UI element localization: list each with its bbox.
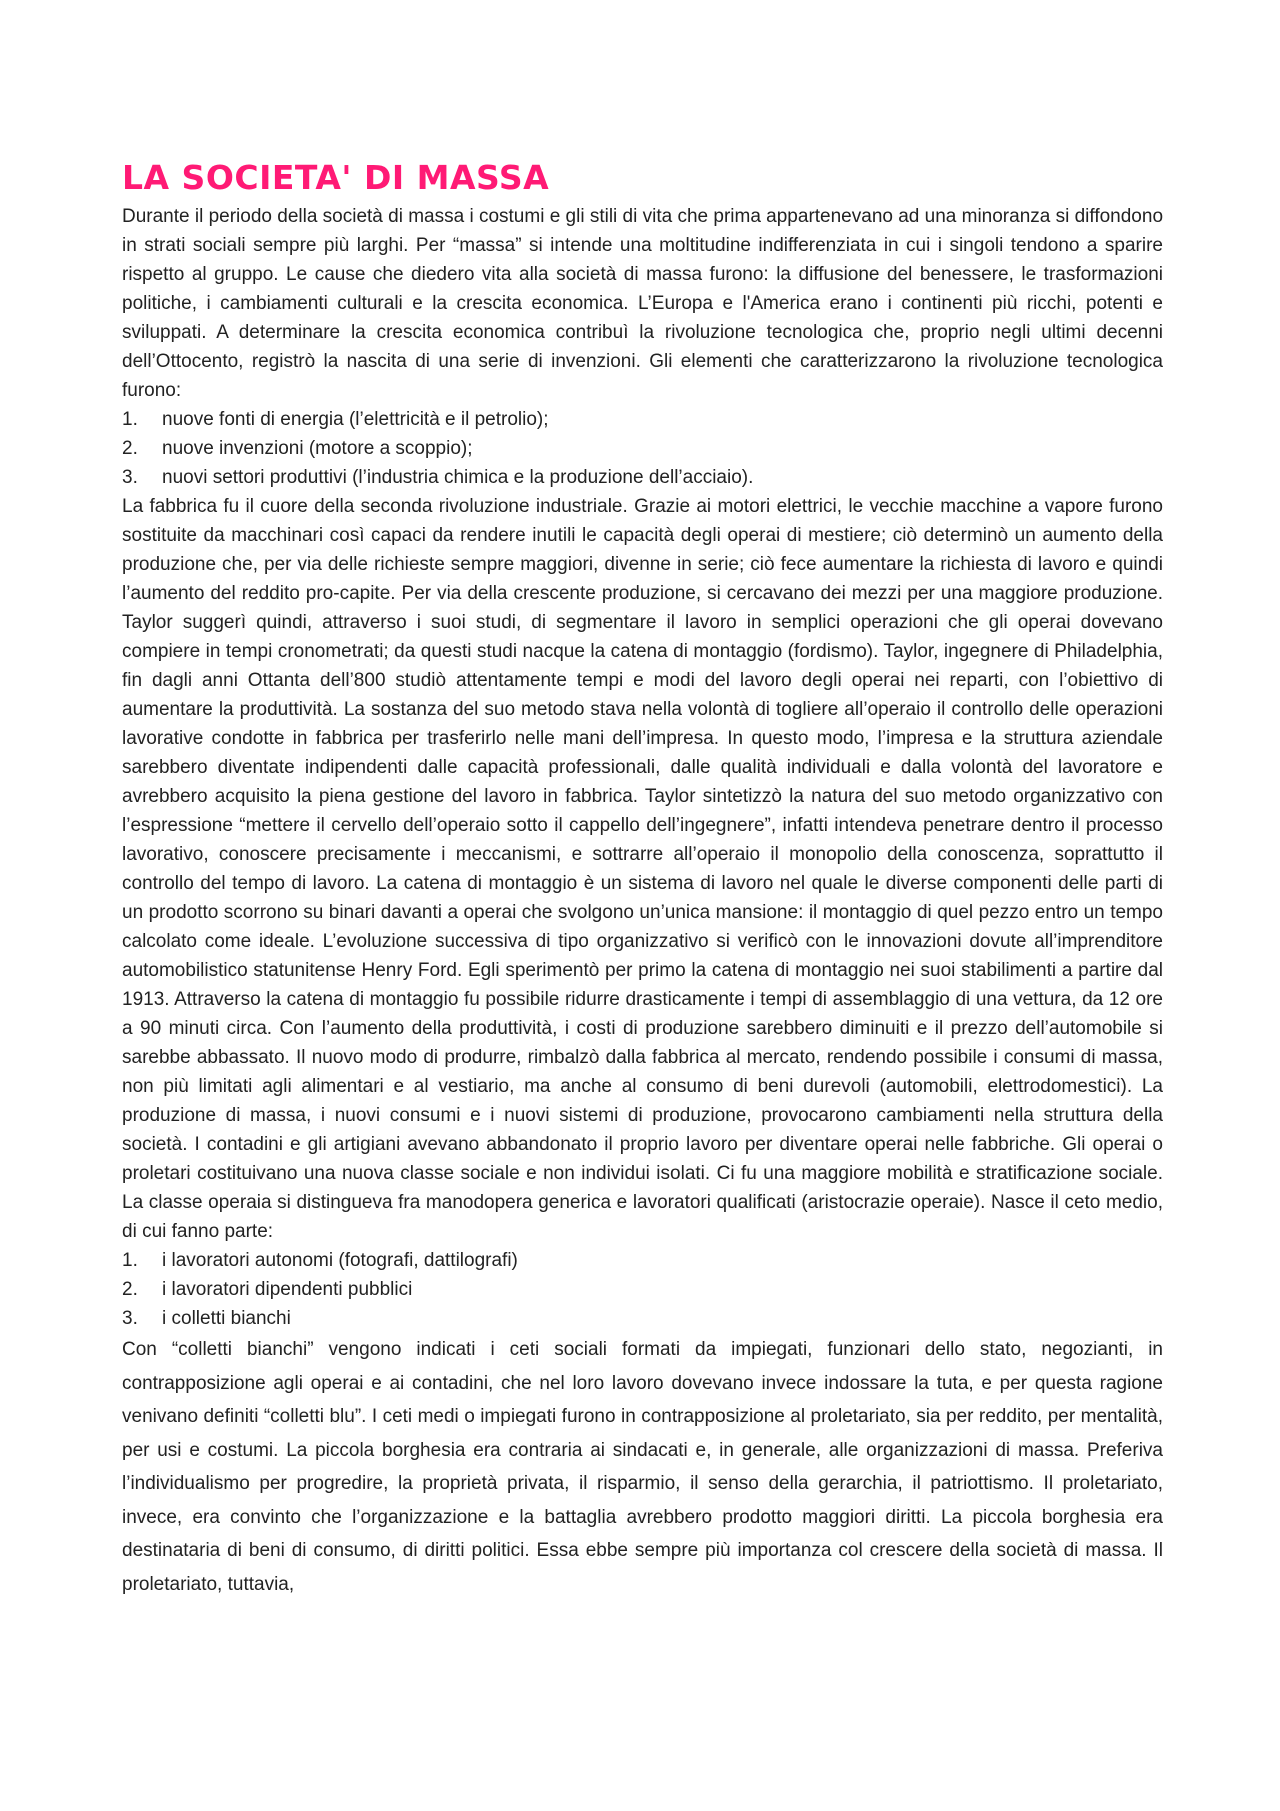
page-title: LA SOCIETA' DI MASSA	[122, 158, 550, 197]
list-item-number: 2.	[122, 438, 138, 459]
list-item	[122, 405, 1163, 434]
intro-paragraph: Durante il periodo della società di massa i costumi e gli stili di vita che prima appartenevano ad una minoranza si diffondono in strati sociali sempre più larghi. Per “massa” si intende una moltitudine indifferenziata in cui i singoli tendono a sparire rispetto al gruppo. Le cause che diedero vita alla società di massa furono: la diffusione del benessere, le trasformazioni politiche, i cambiamenti culturali e la crescita economica. L’Europa e l'America erano i continenti più ricchi, potenti e sviluppati. A determinare la crescita economica contribuì la rivoluzione tecnologica che, proprio negli ultimi decenni dell’Ottocento, registrò la nascita di una serie di invenzioni. Gli elementi che caratterizzarono la rivoluzione tecnologica furono:	[122, 206, 1164, 401]
list-item-text: nuove invenzioni (motore a scoppio);	[162, 438, 473, 459]
middle-class-list	[122, 1246, 1163, 1333]
list-item-text: nuovi settori produttivi (l’industria chimica e la produzione dell’acciaio).	[162, 467, 754, 488]
list-item-number: 3.	[122, 1308, 138, 1329]
document-page	[122, 158, 1163, 1601]
list-item-text: i lavoratori autonomi (fotografi, dattilografi)	[162, 1250, 518, 1271]
list-item-text: nuove fonti di energia (l’elettricità e il petrolio);	[162, 409, 549, 430]
list-item-text: i colletti bianchi	[162, 1308, 291, 1329]
innovations-list	[122, 405, 1163, 492]
list-item-number: 1.	[122, 1250, 138, 1271]
list-item	[122, 1275, 1163, 1304]
factory-paragraph: La fabbrica fu il cuore della seconda rivoluzione industriale. Grazie ai motori elettrici, le vecchie macchine a vapore furono sostituite da macchinari così capaci da rendere inutili le capacità degli operai di mestiere; ciò determinò un aumento della produzione che, per via delle richieste sempre maggiori, divenne in serie; ciò fece aumentare la richiesta di lavoro e quindi l’aumento del reddito pro-capite. Per via della crescente produzione, si cercavano dei mezzi per una maggiore produzione. Taylor suggerì quindi, attraverso i suoi studi, di segmentare il lavoro in semplici operazioni che gli operai dovevano compiere in tempi cronometrati; da questi studi nacque la catena di montaggio (fordismo). Taylor, ingegnere di Philadelphia, fin dagli anni Ottanta dell’800 studiò attentamente tempi e modi del lavoro degli operai nei reparti, con l’obiettivo di aumentare la produttività. La sostanza del suo metodo stava nella volontà di togliere all’operaio il controllo delle operazioni lavorative condotte in fabbrica per trasferirlo nelle mani dell’impresa. In questo modo, l’impresa e la struttura aziendale sarebbero diventate indipendenti dalle capacità professionali, dalle qualità individuali e dalla volontà del lavoratore e avrebbero acquisito la piena gestione del lavoro in fabbrica. Taylor sintetizzò la natura del suo metodo organizzativo con l’espressione “mettere il cervello dell’operaio sotto il cappello dell’ingegnere”, infatti intendeva penetrare dentro il processo lavorativo, conoscere precisamente i meccanismi, e sottrarre all’operaio il monopolio della conoscenza, soprattutto il controllo del tempo di lavoro. La catena di montaggio è un sistema di lavoro nel quale le diverse componenti delle parti di un prodotto scorrono su binari davanti a operai che svolgono un’unica mansione: il montaggio di quel pezzo entro un tempo calcolato come ideale. L’evoluzione successiva di tipo organizzativo si verificò con le innovazioni dovute all’imprenditore automobilistico statunitense Henry Ford. Egli sperimentò per primo la catena di montaggio nei suoi stabilimenti a partire dal 1913. Attraverso la catena di montaggio fu possibile ridurre drasticamente i tempi di assemblaggio di una vettura, da 12 ore a 90 minuti circa. Con l’aumento della produttività, i costi di produzione sarebbero diminuiti e il prezzo dell’automobile si sarebbe abbassato. Il nuovo modo di produrre, rimbalzò dalla fabbrica al mercato, rendendo possibile i consumi di massa, non più limitati agli alimentari e al vestiario, ma anche al consumo di beni durevoli (automobili, elettrodomestici). La produzione di massa, i nuovi consumi e i nuovi sistemi di produzione, provocarono cambiamenti nella struttura della società. I contadini e gli artigiani avevano abbandonato il proprio lavoro per diventare operai nelle fabbriche. Gli operai o proletari costituivano una nuova classe sociale e non individui isolati. Ci fu una maggiore mobilità e stratificazione sociale. La classe operaia si distingueva fra manodopera generica e lavoratori qualificati (aristocrazie operaie). Nasce il ceto medio, di cui fanno parte:	[122, 496, 1163, 1242]
list-item-number: 3.	[122, 467, 138, 488]
list-item-text: i lavoratori dipendenti pubblici	[162, 1279, 413, 1300]
list-item	[122, 1246, 1163, 1275]
list-item-number: 2.	[122, 1279, 138, 1300]
white-collars-paragraph: Con “colletti bianchi” vengono indicati i ceti sociali formati da impiegati, funzionari dello stato, negozianti, in contrapposizione agli operai e ai contadini, che nel loro lavoro dovevano invece indossare la tuta, e per questa ragione venivano definiti “colletti blu”. I ceti medi o impiegati furono in contrapposizione al proletariato, sia per reddito, per mentalità, per usi e costumi. La piccola borghesia era contraria ai sindacati e, in generale, alle organizzazioni di massa. Preferiva l’individualismo per progredire, la proprietà privata, il risparmio, il senso della gerarchia, il patriottismo. Il proletariato, invece, era convinto che l’organizzazione e la battaglia avrebbero prodotto maggiori diritti. La piccola borghesia era destinataria di beni di consumo, di diritti politici. Essa ebbe sempre più importanza col crescere della società di massa. Il proletariato, tuttavia,	[122, 1339, 1163, 1595]
list-item	[122, 434, 1163, 463]
list-item	[122, 1304, 1163, 1333]
list-item-number: 1.	[122, 409, 138, 430]
list-item	[122, 463, 1163, 492]
